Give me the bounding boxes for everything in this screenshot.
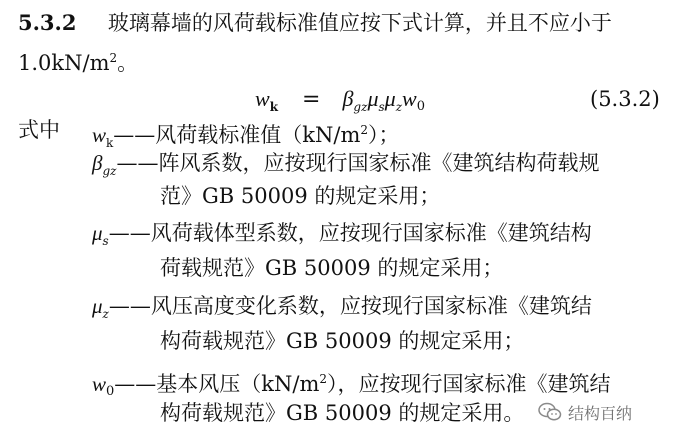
def-symbol-sub: k [106,136,114,150]
def-symbol: w [92,123,107,147]
def-symbol-sub: gz [102,164,117,178]
formula-equals: = [302,87,321,112]
def-text: 基本风压（kN/m [156,372,320,396]
clause-text-2-sup: 2 [109,51,118,65]
def-text: 风压高度变化系数，应按现行国家标准《建筑结 [150,294,592,318]
clause-number: 5.3.2 [18,10,77,35]
formula-w0-sub: 0 [416,99,425,114]
watermark-text: 结构百纳 [568,403,633,423]
formula-mu-s-sub: s [378,100,385,114]
def-symbol: μ [92,294,103,318]
def-dash: —— [114,372,157,396]
def-symbol-sub: 0 [106,384,115,399]
def-text-sup: 2 [360,123,369,137]
formula-mu-s: μ [367,86,379,111]
def-symbol-sub: z [102,307,109,321]
where-label: 式中 [18,118,60,142]
watermark [538,399,632,425]
definition-mu-z-cont: 构荷载规范》GB 50009 的规定采用； [160,329,525,353]
def-text: 阵风系数，应按现行国家标准《建筑结构荷载规 [158,151,600,175]
definition-mu-s [92,218,592,256]
def-symbol: β [92,151,103,175]
clause-line-2 [18,43,138,78]
def-text: 风荷载标准值（kN/m [155,123,361,147]
def-dash: —— [108,221,151,245]
definition-beta-gz-cont: 范》GB 50009 的规定采用； [160,184,441,208]
formula-w0: w [402,86,417,111]
def-text-sup: 2 [319,372,328,386]
def-dash: —— [116,151,159,175]
clause-line-1 [18,8,612,38]
def-symbol: w [92,372,107,396]
formula-mu-z-sub: z [395,100,403,114]
formula-mu-z: μ [384,86,396,111]
def-text: 风荷载体型系数，应按现行国家标准《建筑结构 [150,221,592,245]
equation-number: (5.3.2) [590,87,660,111]
wechat-icon [538,402,562,422]
def-symbol: μ [92,221,103,245]
def-symbol-sub: s [102,234,109,248]
def-text-post: ）； [368,123,400,147]
definition-mu-s-cont: 荷载规范》GB 50009 的规定采用； [160,256,504,280]
definition-mu-z [92,291,592,329]
def-text-post: ），应按现行国家标准《建筑结 [327,372,611,396]
formula-beta: β [342,86,354,111]
def-dash: —— [113,123,156,147]
formula-lhs: w [255,86,270,111]
def-dash: —— [108,294,151,318]
formula-lhs-sub: k [269,100,279,114]
clause-text-2-prefix: 1.0kN/m [18,51,110,75]
clause-text-2-suffix: 。 [117,51,139,75]
clause-text-1: 玻璃幕墙的风荷载标准值应按下式计算，并且不应小于 [107,11,612,35]
definition-w0-cont: 构荷载规范》GB 50009 的规定采用。 [160,401,525,425]
formula-beta-sub: gz [353,100,368,114]
